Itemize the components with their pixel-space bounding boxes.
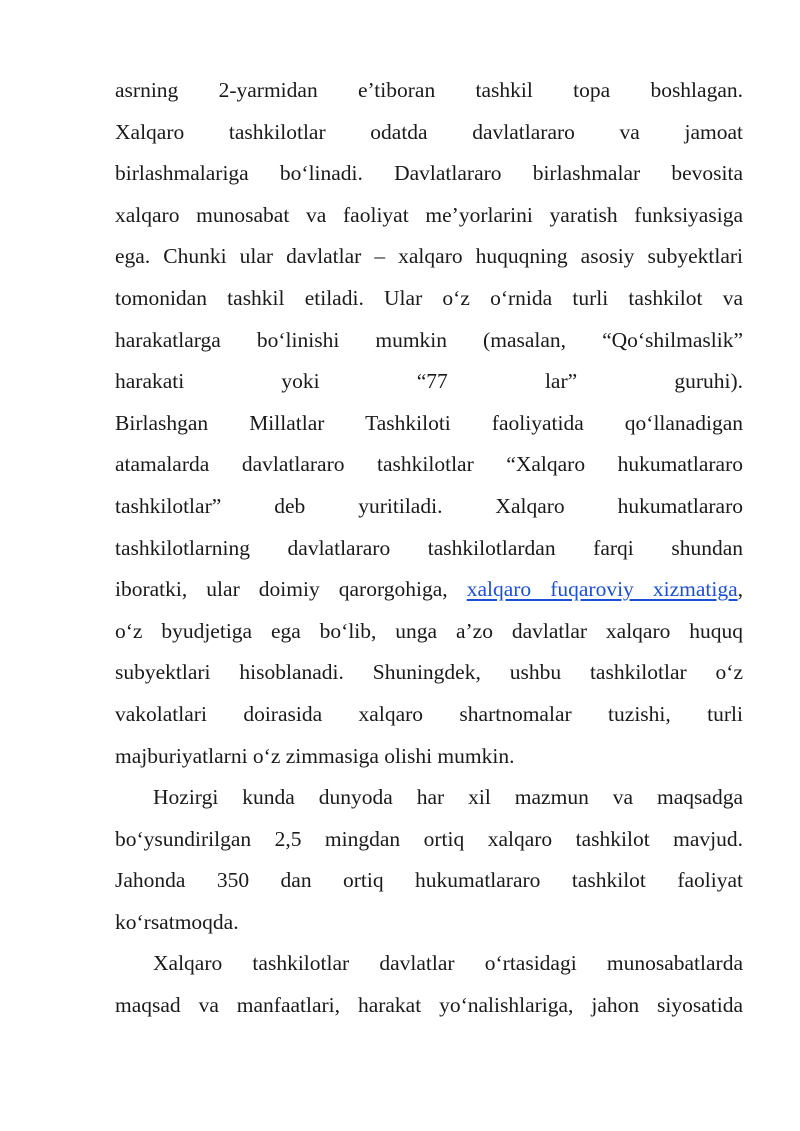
- text-line: tomonidan tashkil etiladi. Ular o‘z o‘rnida turli tashkilot va: [115, 285, 743, 310]
- text-line-with-link: [115, 569, 743, 611]
- paragraph-3: [115, 943, 743, 1026]
- text-line: ega. Chunki ular davlatlar – xalqaro huquqning asosiy subyektlari: [115, 244, 743, 269]
- text-line: ko‘rsatmoqda.: [115, 909, 239, 934]
- text-line: bo‘ysundirilgan 2,5 mingdan ortiq xalqaro tashkilot mavjud.: [115, 826, 743, 851]
- text-line: harakati yoki “77 lar” guruhi).: [115, 369, 743, 394]
- document-page: [115, 70, 743, 1027]
- text-line: maqsad va manfaatlari, harakat yo‘nalishlariga, jahon siyosatida: [115, 993, 743, 1018]
- text-line: subyektlari hisoblanadi. Shuningdek, ushbu tashkilotlar o‘z: [115, 660, 743, 685]
- paragraph-1: [115, 70, 743, 777]
- text-line: Xalqaro tashkilotlar davlatlar o‘rtasidagi munosabatlarda: [153, 951, 743, 976]
- text-after-link: ,: [737, 577, 743, 602]
- text-line: Xalqaro tashkilotlar odatda davlatlararo va jamoat: [115, 119, 743, 144]
- text-line: atamalarda davlatlararo tashkilotlar “Xalqaro hukumatlararo: [115, 452, 743, 477]
- text-line: birlashmalariga bo‘linadi. Davlatlararo birlashmalar bevosita: [115, 161, 743, 186]
- text-line: vakolatlari doirasida xalqaro shartnomalar tuzishi, turli: [115, 701, 743, 726]
- civil-service-link[interactable]: xalqaro fuqaroviy xizmatiga: [466, 577, 738, 602]
- text-line: xalqaro munosabat va faoliyat me’yorlarini yaratish funksiyasiga: [115, 202, 743, 227]
- text-line: majburiyatlarni o‘z zimmasiga olishi mumkin.: [115, 743, 515, 768]
- text-before-link: iboratki, ular doimiy qarorgohiga,: [115, 577, 467, 602]
- text-line: o‘z byudjetiga ega bo‘lib, unga a’zo davlatlar xalqaro huquq: [115, 618, 743, 643]
- text-line: Hozirgi kunda dunyoda har xil mazmun va maqsadga: [153, 785, 743, 810]
- text-line: harakatlarga bo‘linishi mumkin (masalan, “Qo‘shilmaslik”: [115, 327, 743, 352]
- text-line: tashkilotlar” deb yuritiladi. Xalqaro hukumatlararo: [115, 493, 743, 518]
- paragraph-2: [115, 777, 743, 943]
- text-line: asrning 2-yarmidan e’tiboran tashkil topa boshlagan.: [115, 78, 743, 102]
- text-line: tashkilotlarning davlatlararo tashkilotlardan farqi shundan: [115, 535, 743, 560]
- text-line: Jahonda 350 dan ortiq hukumatlararo tashkilot faoliyat: [115, 868, 743, 893]
- text-line: Birlashgan Millatlar Tashkiloti faoliyatida qo‘llanadigan: [115, 410, 743, 435]
